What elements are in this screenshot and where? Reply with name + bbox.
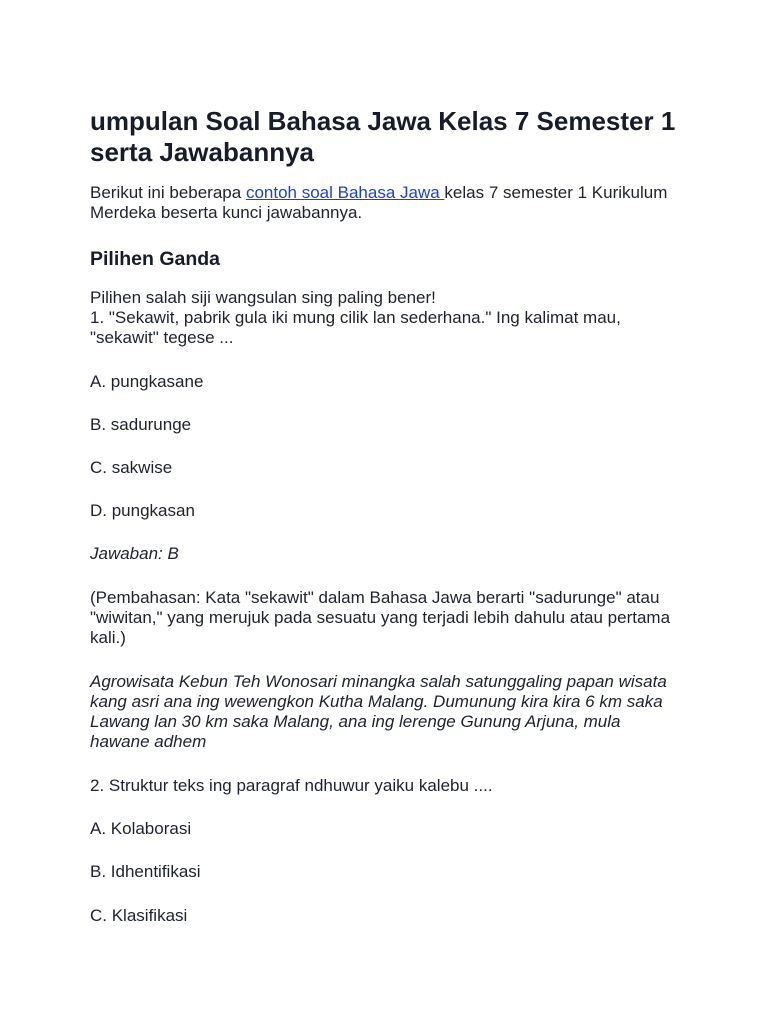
passage-line-3: Lawang lan 30 km saka Malang, ana ing lerenge Gunung Arjuna, mula xyxy=(90,712,621,731)
explanation-line-2: "wiwitan," yang merujuk pada sesuatu yang terjadi lebih dahulu atau pertama xyxy=(90,608,671,627)
question-1-option-b: B. sadurunge xyxy=(90,415,192,434)
question-1-option-a: A. pungkasane xyxy=(90,372,204,391)
question-1-line-2: "sekawit" tegese ... xyxy=(90,328,234,347)
section-heading: Pilihen Ganda xyxy=(90,248,221,270)
intro-line-1 xyxy=(90,183,667,203)
question-1 xyxy=(90,288,621,348)
passage-line-4: hawane adhem xyxy=(90,732,207,751)
instruction-text: Pilihen salah siji wangsulan sing paling bener! xyxy=(90,288,436,307)
intro-line-2: Merdeka beserta kunci jawabannya. xyxy=(90,203,363,222)
question-1-option-d: D. pungkasan xyxy=(90,501,195,520)
question-1-explanation xyxy=(90,588,670,648)
question-1-answer: Jawaban: B xyxy=(90,544,179,563)
question-2-option-b: B. Idhentifikasi xyxy=(90,862,201,881)
question-1-option-c: C. sakwise xyxy=(90,458,173,477)
title-line-2: serta Jawabannya xyxy=(90,137,315,167)
intro-text-before-link: Berikut ini beberapa xyxy=(90,183,246,202)
intro-paragraph xyxy=(90,183,667,223)
explanation-line-3: kali.) xyxy=(90,628,126,647)
title-line-1: umpulan Soal Bahasa Jawa Kelas 7 Semester 1 xyxy=(90,106,676,136)
question-2-option-c: C. Klasifikasi xyxy=(90,906,188,925)
intro-text-after-link: kelas 7 semester 1 Kurikulum xyxy=(444,183,668,202)
explanation-line-1: (Pembahasan: Kata "sekawit" dalam Bahasa Jawa berarti "sadurunge" atau xyxy=(90,588,660,607)
document-title xyxy=(90,106,675,168)
question-1-line-1: 1. "Sekawit, pabrik gula iki mung cilik lan sederhana." Ing kalimat mau, xyxy=(90,308,621,327)
question-2-option-a: A. Kolaborasi xyxy=(90,819,192,838)
question-2: 2. Struktur teks ing paragraf ndhuwur yaiku kalebu .... xyxy=(90,776,493,795)
contoh-soal-link[interactable]: contoh soal Bahasa Jawa xyxy=(245,183,445,202)
reading-passage xyxy=(90,672,667,752)
passage-line-2: kang asri ana ing wewengkon Kutha Malang. Dumunung kira kira 6 km saka xyxy=(90,692,663,711)
passage-line-1: Agrowisata Kebun Teh Wonosari minangka salah satunggaling papan wisata xyxy=(90,672,667,691)
